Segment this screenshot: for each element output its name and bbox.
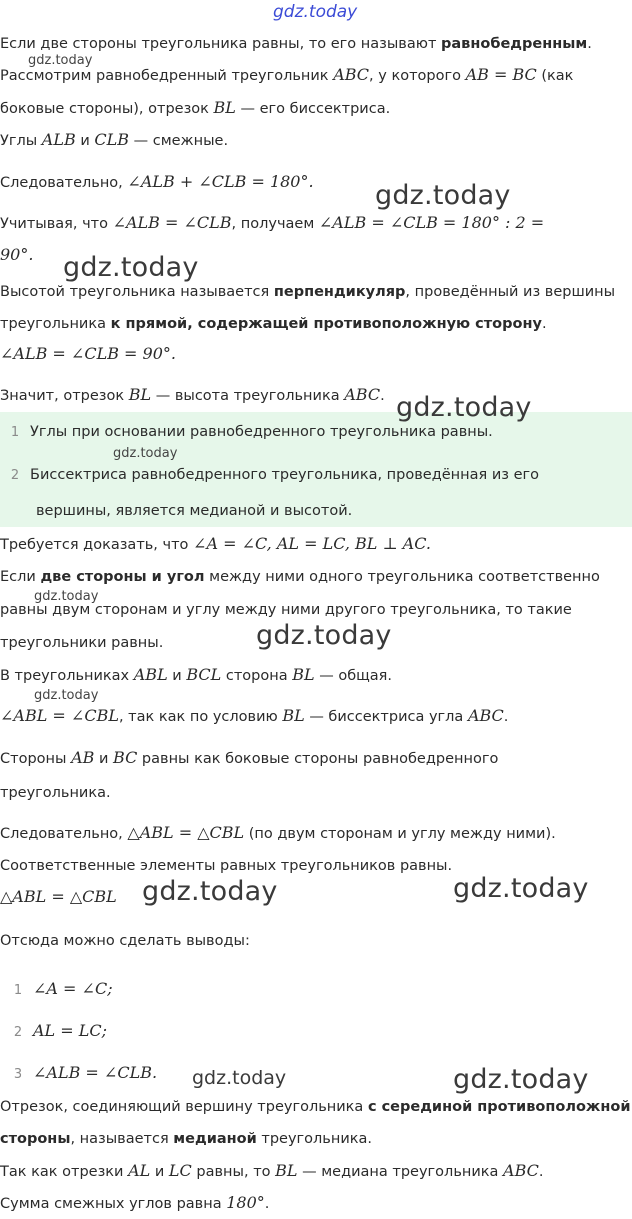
text-line: Если две стороны треугольника равны, то его называют равнобедренным.: [0, 36, 592, 52]
list-item: 3 ∠ALB = ∠CLB.: [3, 1062, 157, 1086]
note-item-number: 1: [10, 425, 20, 440]
watermark: gdz.today: [34, 688, 99, 703]
text-line: Отрезок, соединяющий вершину треугольника с серединой противоположной: [0, 1099, 631, 1115]
list-item: 2 AL = LC;: [3, 1020, 107, 1044]
watermark: gdz.today: [256, 620, 392, 651]
text-line: треугольники равны.: [0, 635, 164, 651]
watermark: gdz.today: [63, 252, 199, 283]
math-line: 90°.: [0, 245, 34, 264]
list-item-number: 2: [13, 1025, 23, 1040]
text-line: Если две стороны и угол между ними одного треугольника соответственно: [0, 569, 600, 585]
note-item-continuation: вершины, является медианой и высотой.: [36, 503, 353, 519]
watermark: gdz.today: [375, 180, 511, 211]
text-line: стороны, называется медианой треугольника.: [0, 1131, 373, 1147]
text-line: Углы ALB и CLB — смежные.: [0, 130, 229, 149]
math-line: △ABL = △CBL: [0, 887, 117, 906]
watermark: gdz.today: [453, 1064, 589, 1095]
note-item: 2 Биссектриса равнобедренного треугольника, проведённая из его: [0, 464, 539, 487]
text-line: ∠ABL = ∠CBL, так как по условию BL — биссектриса угла ABC.: [0, 706, 509, 725]
list-item-number: 3: [13, 1067, 23, 1082]
text-line: Рассмотрим равнобедренный треугольник ABC, у которого AB = BC (как: [0, 65, 574, 84]
text-line: треугольника.: [0, 785, 111, 801]
watermark: gdz.today: [28, 53, 93, 68]
text-line: Следовательно, ∠ALB + ∠CLB = 180°.: [0, 172, 314, 191]
text-line: Соответственные элементы равных треугольников равны.: [0, 858, 453, 874]
text-line: боковые стороны), отрезок BL — его биссектриса.: [0, 98, 391, 117]
text-line: Высотой треугольника называется перпендикуляр, проведённый из вершины: [0, 284, 616, 300]
watermark: gdz.today: [453, 873, 589, 904]
watermark: gdz.today: [396, 392, 532, 423]
list-item: 1 ∠A = ∠C;: [3, 978, 113, 1002]
text-line: треугольника к прямой, содержащей противоположную сторону.: [0, 316, 547, 332]
watermark: gdz.today: [192, 1067, 287, 1089]
text-line: Следовательно, △ABL = △CBL (по двум сторонам и углу между ними).: [0, 823, 556, 842]
text-line: Так как отрезки AL и LC равны, то BL — медиана треугольника ABC.: [0, 1161, 544, 1180]
watermark: gdz.today: [142, 876, 278, 907]
watermark: gdz.today: [113, 446, 178, 461]
text-line: Требуется доказать, что ∠A = ∠C, AL = LC, BL ⊥ AC.: [0, 534, 431, 553]
text-line: равны двум сторонам и углу между ними другого треугольника, то такие: [0, 602, 572, 618]
list-item-number: 1: [13, 983, 23, 998]
watermark: gdz.today: [34, 589, 99, 604]
note-item-number: 2: [10, 468, 20, 483]
text-line: Сумма смежных углов равна 180°.: [0, 1193, 270, 1212]
watermark: gdz.today: [273, 2, 358, 22]
text-line: Значит, отрезок BL — высота треугольника ABC.: [0, 385, 385, 404]
note-item: 1 Углы при основании равнобедренного треугольника равны.: [0, 421, 493, 444]
text-line: Стороны AB и BC равны как боковые стороны равнобедренного: [0, 748, 499, 767]
text-line: В треугольниках ABL и BCL сторона BL — общая.: [0, 665, 393, 684]
text-line: Отсюда можно сделать выводы:: [0, 933, 250, 949]
text-line: Учитывая, что ∠ALB = ∠CLB, получаем ∠ALB = ∠CLB = 180° : 2 =: [0, 213, 545, 232]
math-line: ∠ALB = ∠CLB = 90°.: [0, 344, 176, 363]
